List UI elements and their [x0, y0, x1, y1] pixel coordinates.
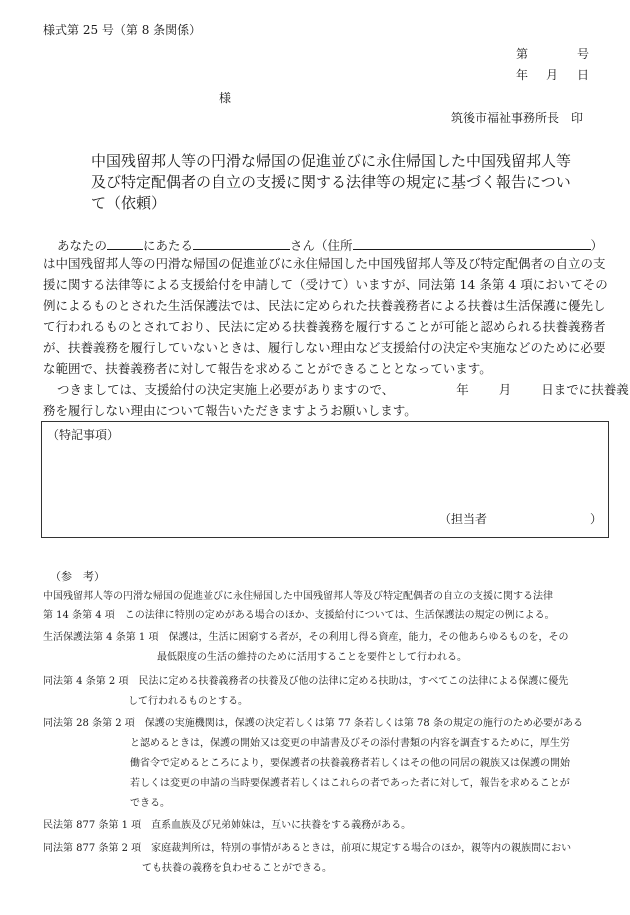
- reference-line-14: ても扶養の義務を負わせることができる。: [142, 863, 332, 874]
- document-number-prefix: 第: [516, 47, 529, 61]
- reference-heading: （参 考）: [50, 570, 105, 583]
- title-line-1: 中国残留邦人等の円滑な帰国の促進並びに永住帰国した中国残留邦人等: [91, 152, 572, 170]
- reference-line-10: 若しくは変更の申請の当時要保護者若しくはこれらの者であった者に対して，報告を求めることが: [130, 778, 570, 789]
- deadline-month: 月: [498, 382, 512, 397]
- body-line-3: 援に関する法律等による支援給付を申請して（受けて）いますが、同法第 14 条第 4 項においてその: [43, 277, 608, 292]
- body-address-prefix: さん（住所: [290, 238, 353, 253]
- body-address-close: ）: [590, 238, 604, 253]
- deadline-suffix: 日までに扶養義: [541, 382, 629, 397]
- person-in-charge-close: ）: [590, 512, 603, 526]
- title-line-3: て（依頼）: [91, 194, 167, 212]
- reference-line-1: 中国残留邦人等の円滑な帰国の促進並びに永住帰国した中国残留邦人等及び特定配偶者の自立の支援に関する法律: [43, 591, 553, 602]
- special-notes-box: [41, 421, 609, 538]
- reference-line-12: 民法第 877 条第 1 項 直系血族及び兄弟姉妹は，互いに扶養をする義務がある。: [43, 820, 412, 831]
- reference-line-8: と認めるときは，保護の開始又は変更の申請書及びその添付書類の内容を調査するために，厚生労: [130, 738, 570, 749]
- reference-line-5: 同法第 4 条第 2 項 民法に定める扶養義務者の扶養及び他の法律に定める扶助は，すべてこの法律による保護に優先: [43, 676, 569, 687]
- body-line-5: て行われるものとされており、民法に定める扶養義務を履行することが可能と認められる扶養義務者: [43, 319, 606, 334]
- reference-line-13: 同法第 877 条第 2 項 家庭裁判所は，特別の事情があるときは，前項に規定する場合のほか，親等内の親族間におい: [43, 843, 572, 854]
- title-line-2: 及び特定配偶者の自立の支援に関する法律等の規定に基づく報告につい: [91, 173, 571, 191]
- body-line-2: は中国残留邦人等の円滑な帰国の促進並びに永住帰国した中国残留邦人等及び特定配偶者の自立の支: [43, 256, 606, 271]
- reference-line-2: 第 14 条第 4 項 この法律に特別の定めがある場合のほか、支援給付については、生活保護法の規定の例による。: [43, 610, 555, 621]
- name-blank: [193, 236, 290, 250]
- reference-line-6: して行われるものとする。: [128, 696, 248, 707]
- special-notes-label: （特記事項）: [47, 428, 120, 442]
- body-relation-suffix: にあたる: [143, 238, 194, 253]
- body-line-4: 例によるものとされた生活保護法では、民法に定められた扶養義務者による扶養は生活保護に優先し: [43, 298, 606, 313]
- date-month-label: 月: [546, 68, 559, 82]
- body-line-1: [57, 236, 603, 253]
- deadline-year: 年: [456, 382, 469, 397]
- reference-line-9: 働省令で定めるところにより，要保護者の扶養義務者若しくはその他の同居の親族又は保護の開始: [130, 758, 570, 769]
- issuer-name: 筑後市福祉事務所長 印: [451, 111, 584, 125]
- deadline-prefix: つきましては、支援給付の決定実施上必要がありますので、: [57, 382, 395, 397]
- form-number: 様式第 25 号（第 8 条関係）: [43, 23, 202, 37]
- reference-line-3: 生活保護法第 4 条第 1 項 保護は，生活に困窮する者が，その利用し得る資産，能力，その他あらゆるものを，その: [43, 632, 569, 643]
- person-in-charge-label: （担当者: [439, 512, 488, 526]
- address-blank: [353, 236, 591, 250]
- addressee-suffix: 様: [219, 91, 232, 105]
- date-year-label: 年: [516, 68, 529, 82]
- body-relation-prefix: あなたの: [57, 238, 108, 253]
- body-line-7: な範囲で、扶養義務者に対して報告を求めることができることとなっています。: [43, 361, 492, 376]
- body-line-9: 務を履行しない理由について報告いただきますようお願いします。: [43, 403, 417, 418]
- reference-line-7: 同法第 28 条第 2 項 保護の実施機関は，保護の決定若しくは第 77 条若しくは第 78 条の規定の施行のため必要がある: [43, 718, 583, 729]
- reference-line-11: できる。: [130, 798, 170, 809]
- document-number-suffix: 号: [577, 47, 590, 61]
- date-day-label: 日: [577, 68, 590, 82]
- relation-blank: [107, 236, 143, 250]
- body-line-6: が、扶養義務を履行していないときは、履行しない理由など支援給付の決定や実施などのために必要: [43, 340, 606, 355]
- reference-line-4: 最低限度の生活の維持のために活用することを要件として行われる。: [157, 652, 467, 663]
- body-line-8: [57, 384, 629, 397]
